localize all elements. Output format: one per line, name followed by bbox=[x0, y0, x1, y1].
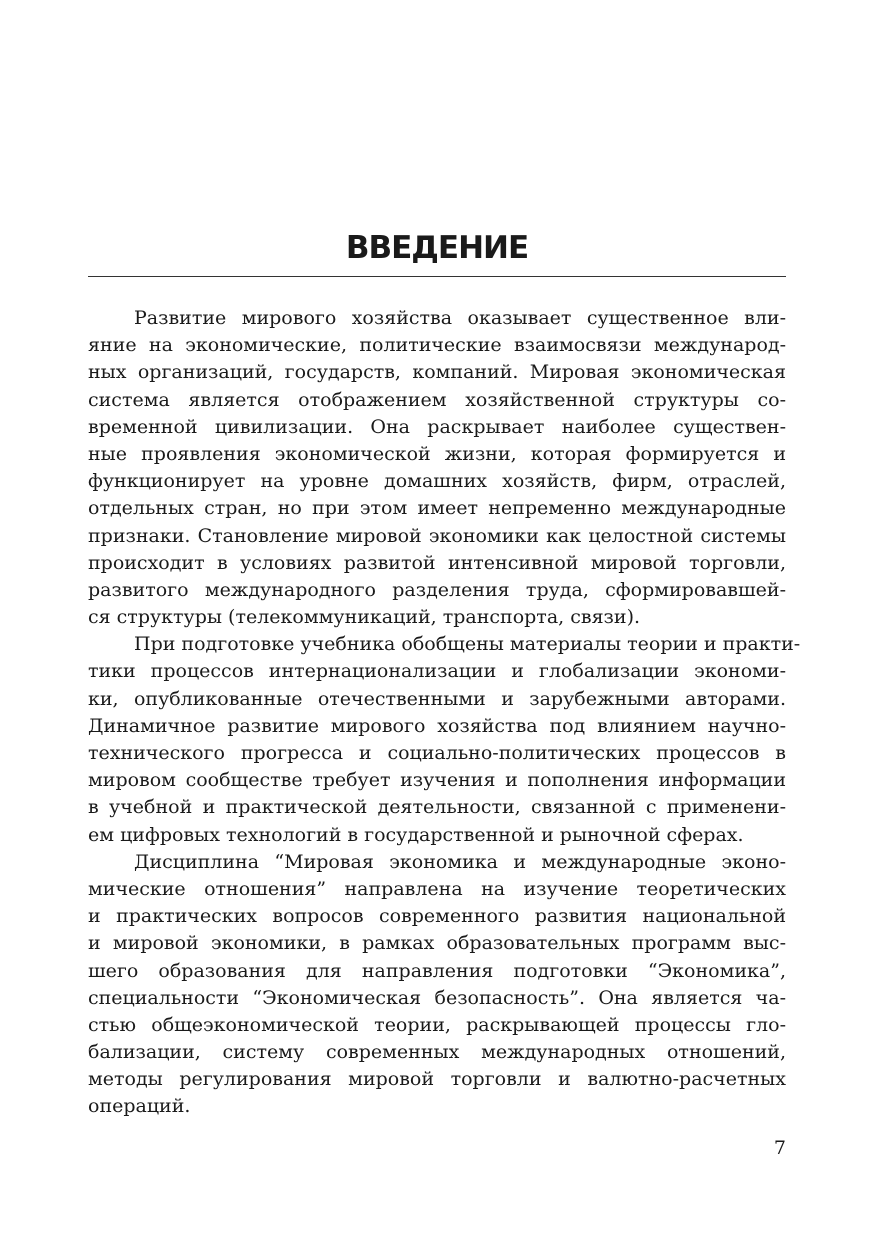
paragraph bbox=[88, 631, 801, 849]
text-line: временной цивилизации. Она раскрывает наиболее существен- bbox=[88, 415, 786, 438]
text-line: Динамичное развитие мирового хозяйства под влиянием научно- bbox=[88, 714, 786, 737]
text-line: методы регулирования мировой торговли и валютно-расчетных bbox=[88, 1068, 786, 1091]
text-line: происходит в условиях развитой интенсивной мировой торговли, bbox=[88, 551, 786, 574]
paragraph bbox=[88, 305, 786, 631]
page-number: 7 bbox=[773, 1137, 786, 1159]
text-line: ки, опубликованные отечественными и зарубежными авторами. bbox=[88, 687, 786, 710]
heading-rule bbox=[88, 276, 786, 277]
chapter-heading: ВВЕДЕНИЕ bbox=[345, 230, 529, 266]
text-line: Развитие мирового хозяйства оказывает существенное вли- bbox=[134, 307, 786, 329]
text-line: и практических вопросов современного развития национальной bbox=[88, 905, 786, 928]
text-line: признаки. Становление мировой экономики как целостной системы bbox=[88, 524, 786, 547]
text-line: Дисциплина “Мировая экономика и международные эконо- bbox=[134, 850, 786, 873]
text-line: система является отображением хозяйственной структуры со- bbox=[88, 388, 786, 411]
text-line: мические отношения” направлена на изучение теоретических bbox=[88, 877, 786, 900]
text-line: ные проявления экономической жизни, которая формируется и bbox=[88, 442, 786, 465]
text-line: функционирует на уровне домашних хозяйств, фирм, отраслей, bbox=[88, 470, 786, 493]
text-line: развитого международного разделения труда, сформировавшей- bbox=[88, 578, 786, 601]
text-line: При подготовке учебника обобщены материалы теории и практи- bbox=[134, 633, 801, 656]
text-line: операций. bbox=[88, 1095, 191, 1118]
text-line: мировом сообществе требует изучения и пополнения информации bbox=[88, 769, 786, 792]
text-line: стью общеэкономической теории, раскрывающей процессы гло- bbox=[88, 1013, 786, 1036]
text-line: технического прогресса и социально-политических процессов в bbox=[88, 742, 786, 764]
text-line: шего образования для направления подготовки “Экономика”, bbox=[88, 959, 786, 982]
body-text bbox=[88, 305, 801, 1121]
text-line: и мировой экономики, в рамках образовательных программ выс- bbox=[88, 932, 786, 955]
text-line: в учебной и практической деятельности, связанной с применени- bbox=[88, 796, 786, 819]
text-line: яние на экономические, политические взаимосвязи международ- bbox=[88, 334, 786, 357]
text-line: тики процессов интернационализации и глобализации экономи- bbox=[88, 660, 786, 683]
text-line: ных организаций, государств, компаний. Мировая экономическая bbox=[88, 361, 786, 384]
text-line: ся структуры (телекоммуникаций, транспорта, связи). bbox=[88, 606, 641, 629]
text-line: бализации, систему современных международных отношений, bbox=[88, 1041, 786, 1064]
text-line: специальности “Экономическая безопасность”. Она является ча- bbox=[88, 986, 786, 1009]
text-line: отдельных стран, но при этом имеет непременно международные bbox=[88, 497, 786, 520]
paragraph bbox=[88, 849, 786, 1121]
text-line: ем цифровых технологий в государственной и рыночной сферах. bbox=[88, 823, 744, 846]
